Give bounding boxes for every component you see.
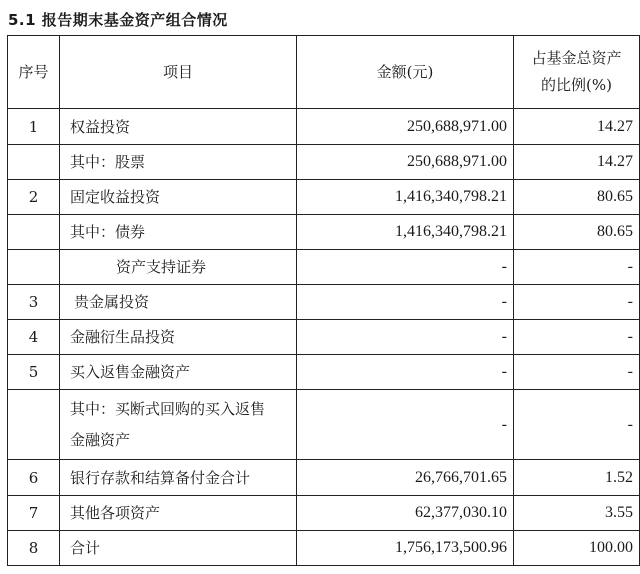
row-percentage: -: [514, 250, 640, 285]
row-percentage: 14.27: [514, 145, 640, 180]
row-item: 买入返售金融资产: [60, 355, 297, 390]
row-amount: 26,766,701.65: [297, 460, 514, 496]
row-seq: 5: [8, 355, 60, 390]
row-amount: -: [297, 390, 514, 460]
row-percentage: -: [514, 320, 640, 355]
row-amount: -: [297, 250, 514, 285]
row-seq: 6: [8, 460, 60, 496]
row-item: 其中：债券: [60, 215, 297, 250]
row-item-line2: 金融资产: [70, 430, 131, 449]
row-seq: 7: [8, 496, 60, 531]
row-amount: 1,416,340,798.21: [297, 215, 514, 250]
row-seq: 1: [8, 109, 60, 145]
table-row: [8, 250, 640, 285]
header-seq: 序号: [8, 36, 60, 109]
row-amount: 1,756,173,500.96: [297, 531, 514, 566]
row-amount: 250,688,971.00: [297, 145, 514, 180]
row-amount: -: [297, 320, 514, 355]
header-percentage-line2: 的比例(%): [541, 76, 612, 94]
row-seq: [8, 145, 60, 180]
table-row: [8, 496, 640, 531]
table-row: [8, 109, 640, 145]
row-item: 其他各项资产: [60, 496, 297, 531]
row-seq: 8: [8, 531, 60, 566]
row-item: 合计: [60, 531, 297, 566]
row-item: 金融衍生品投资: [60, 320, 297, 355]
row-item: 资产支持证券: [60, 250, 297, 285]
row-seq: 2: [8, 180, 60, 215]
row-item: 权益投资: [60, 109, 297, 145]
row-item: 固定收益投资: [60, 180, 297, 215]
row-item: 贵金属投资: [60, 285, 297, 320]
row-amount: -: [297, 285, 514, 320]
row-percentage: 80.65: [514, 215, 640, 250]
row-seq: 3: [8, 285, 60, 320]
header-item: 项目: [60, 36, 297, 109]
row-percentage: -: [514, 285, 640, 320]
header-amount: 金额(元): [297, 36, 514, 109]
section-title: 5.1 报告期末基金资产组合情况: [8, 11, 228, 29]
table-header-row: [8, 36, 640, 109]
asset-portfolio-table: [7, 35, 640, 566]
row-percentage: 3.55: [514, 496, 640, 531]
table-row: [8, 285, 640, 320]
row-percentage: 1.52: [514, 460, 640, 496]
row-amount: 1,416,340,798.21: [297, 180, 514, 215]
row-amount: 250,688,971.00: [297, 109, 514, 145]
row-percentage: 80.65: [514, 180, 640, 215]
table-row: [8, 390, 640, 460]
row-seq: 4: [8, 320, 60, 355]
row-seq: [8, 250, 60, 285]
table-row: [8, 180, 640, 215]
table-row: [8, 215, 640, 250]
row-amount: 62,377,030.10: [297, 496, 514, 531]
header-percentage: [514, 36, 640, 109]
row-item-line1: 其中：买断式回购的买入返售: [70, 399, 266, 418]
row-amount: -: [297, 355, 514, 390]
row-seq: [8, 390, 60, 460]
table-row: [8, 355, 640, 390]
table-row: [8, 320, 640, 355]
row-percentage: 14.27: [514, 109, 640, 145]
row-percentage: -: [514, 355, 640, 390]
header-percentage-line1: 占基金总资产: [531, 49, 622, 67]
row-percentage: 100.00: [514, 531, 640, 566]
table-row: [8, 460, 640, 496]
row-item: 其中：股票: [60, 145, 297, 180]
row-seq: [8, 215, 60, 250]
row-percentage: -: [514, 390, 640, 460]
row-item: 银行存款和结算备付金合计: [60, 460, 297, 496]
row-item: [60, 390, 297, 460]
table-row-total: [8, 531, 640, 566]
table-row: [8, 145, 640, 180]
